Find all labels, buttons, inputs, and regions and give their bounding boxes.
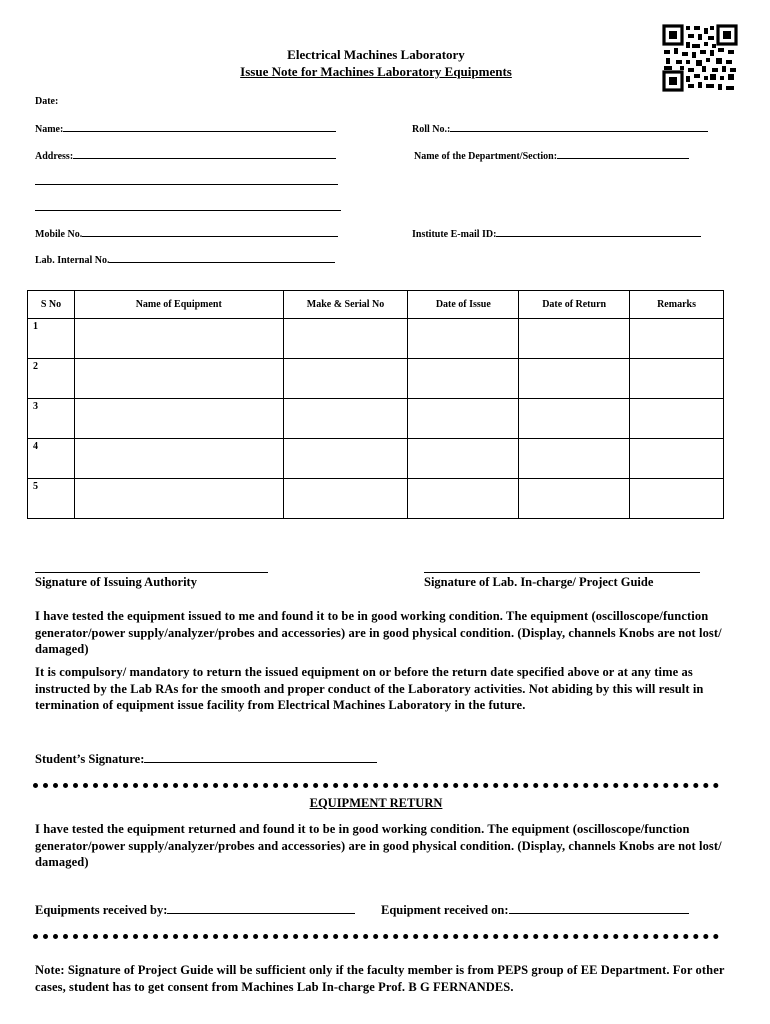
cell-date-return[interactable] — [519, 319, 630, 359]
roll-no-line[interactable] — [450, 122, 708, 132]
cell-remarks[interactable] — [630, 319, 724, 359]
issuing-signature-line[interactable] — [35, 572, 268, 573]
compulsory-notice: It is compulsory/ mandatory to return the issued equipment on or before the return date specified above or at any time as instructed by the Lab RAs for the smooth and proper conduct of the Laboratory activities. Not abiding by this will result in termination of equipment issue facility from Electrical Machines Laboratory in the future. — [35, 665, 704, 712]
cell-date-issue[interactable] — [408, 359, 519, 399]
dotted-separator — [33, 934, 719, 939]
row-number: 4 — [28, 439, 75, 479]
student-signature-field[interactable] — [35, 751, 377, 767]
table-row — [28, 399, 724, 439]
cell-make-serial[interactable] — [283, 359, 408, 399]
cell-date-return[interactable] — [519, 479, 630, 519]
address-line[interactable] — [73, 149, 336, 159]
address-label: Address: — [35, 151, 74, 162]
received-on-line[interactable] — [509, 902, 689, 914]
table-row — [28, 439, 724, 479]
received-by-label: Equipments received by: — [35, 903, 168, 917]
received-by-field[interactable] — [35, 902, 355, 918]
lab-internal-line[interactable] — [109, 253, 335, 263]
cell-date-return[interactable] — [519, 399, 630, 439]
name-field[interactable] — [35, 122, 336, 135]
cell-remarks[interactable] — [630, 439, 724, 479]
student-signature-label: Student’s Signature: — [35, 752, 145, 766]
project-guide-note: Note: Signature of Project Guide will be sufficient only if the faculty member is from PEPS group of EE Department. For other cases, student has to get consent from Machines Lab In-charge Prof. B G FERNANDES. — [35, 963, 725, 994]
received-on-field[interactable] — [381, 902, 689, 918]
table-row — [28, 479, 724, 519]
department-line[interactable] — [557, 149, 689, 159]
department-label: Name of the Department/Section: — [414, 151, 558, 162]
col-remarks: Remarks — [630, 291, 724, 319]
roll-no-label: Roll No.: — [412, 124, 451, 135]
cell-equipment-name[interactable] — [74, 439, 283, 479]
cell-date-issue[interactable] — [408, 399, 519, 439]
cell-equipment-name[interactable] — [74, 479, 283, 519]
email-line[interactable] — [496, 227, 701, 237]
issuing-signature-label: Signature of Issuing Authority — [35, 575, 197, 589]
row-number: 5 — [28, 479, 75, 519]
mobile-line[interactable] — [82, 227, 338, 237]
return-declaration: I have tested the equipment returned and found it to be in good working condition. The equipment (oscilloscope/function generator/power supply/analyzer/probes and accessories) are in good physical condition. (Display, channels Knobs are not lost/ damaged) — [35, 822, 722, 869]
student-signature-line[interactable] — [144, 751, 377, 763]
row-number: 2 — [28, 359, 75, 399]
row-number: 1 — [28, 319, 75, 359]
cell-make-serial[interactable] — [283, 399, 408, 439]
cell-make-serial[interactable] — [283, 319, 408, 359]
email-field[interactable] — [412, 227, 701, 240]
cell-equipment-name[interactable] — [74, 319, 283, 359]
cell-equipment-name[interactable] — [74, 359, 283, 399]
col-date-of-issue: Date of Issue — [408, 291, 519, 319]
page-subtitle: Issue Note for Machines Laboratory Equipments — [240, 64, 512, 79]
lab-internal-label: Lab. Internal No. — [35, 255, 110, 266]
address-line-2[interactable] — [35, 184, 338, 185]
cell-date-return[interactable] — [519, 439, 630, 479]
row-number: 3 — [28, 399, 75, 439]
table-row — [28, 359, 724, 399]
cell-remarks[interactable] — [630, 479, 724, 519]
date-label: Date: — [35, 96, 59, 107]
roll-no-field[interactable] — [412, 122, 708, 135]
cell-equipment-name[interactable] — [74, 399, 283, 439]
col-make-serial-no: Make & Serial No — [283, 291, 408, 319]
department-field[interactable] — [414, 149, 689, 162]
received-on-label: Equipment received on: — [381, 903, 509, 917]
cell-remarks[interactable] — [630, 359, 724, 399]
tested-declaration: I have tested the equipment issued to me and found it to be in good working condition. The equipment (oscilloscope/function generator/power supply/analyzer/probes and accessories) are in good physical condition. (Display, channels Knobs are not lost/ damaged) — [35, 609, 722, 656]
col-date-of-return: Date of Return — [519, 291, 630, 319]
equipment-return-title: EQUIPMENT RETURN — [309, 796, 443, 810]
cell-date-issue[interactable] — [408, 319, 519, 359]
col-s-no: S No — [28, 291, 75, 319]
table-header-row — [28, 291, 724, 319]
name-label: Name: — [35, 124, 64, 135]
incharge-signature-line[interactable] — [424, 572, 700, 573]
dotted-separator — [33, 783, 719, 788]
col-name-of-equipment: Name of Equipment — [74, 291, 283, 319]
mobile-label: Mobile No. — [35, 229, 83, 240]
page-title: Electrical Machines Laboratory — [287, 47, 465, 62]
name-line[interactable] — [63, 122, 336, 132]
cell-remarks[interactable] — [630, 399, 724, 439]
address-field[interactable] — [35, 149, 336, 162]
cell-date-return[interactable] — [519, 359, 630, 399]
address-line-3[interactable] — [35, 210, 341, 211]
mobile-field[interactable] — [35, 227, 338, 240]
received-by-line[interactable] — [167, 902, 355, 914]
table-row — [28, 319, 724, 359]
incharge-signature-label: Signature of Lab. In-charge/ Project Guide — [424, 575, 654, 589]
cell-make-serial[interactable] — [283, 439, 408, 479]
cell-date-issue[interactable] — [408, 439, 519, 479]
cell-date-issue[interactable] — [408, 479, 519, 519]
equipment-table — [27, 290, 724, 519]
email-label: Institute E-mail ID: — [412, 229, 497, 240]
lab-internal-field[interactable] — [35, 253, 335, 266]
cell-make-serial[interactable] — [283, 479, 408, 519]
